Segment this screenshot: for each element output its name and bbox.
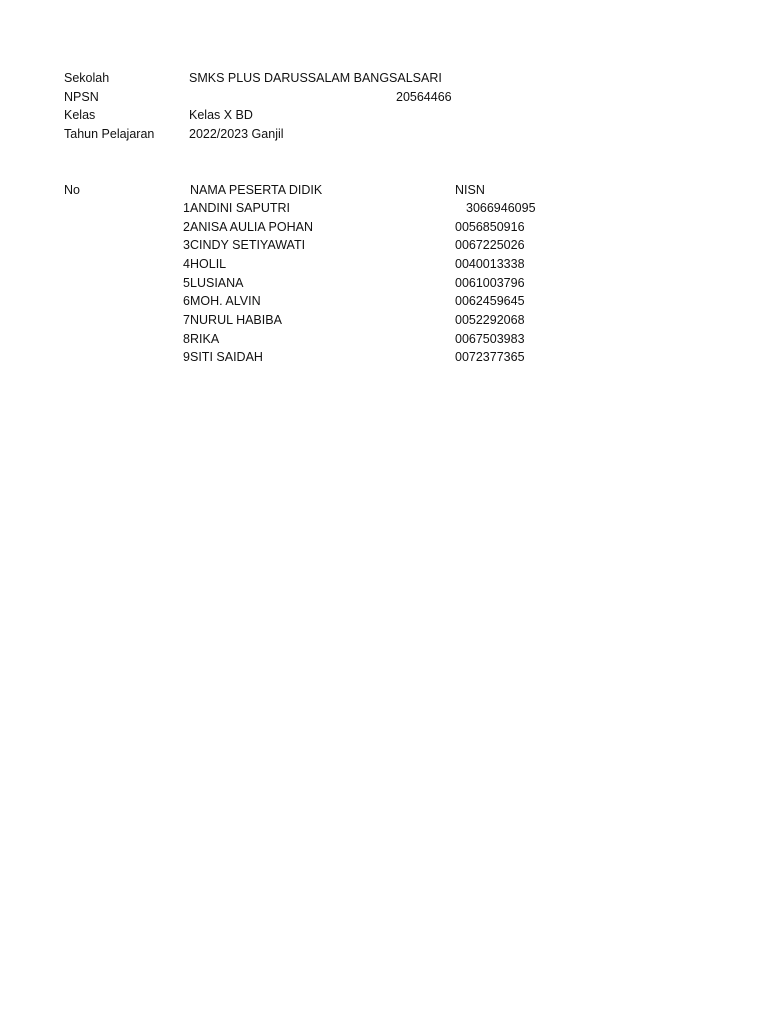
tahun-pelajaran-label: Tahun Pelajaran	[64, 127, 155, 141]
student-nisn: 0072377365	[455, 350, 525, 364]
student-name: CINDY SETIYAWATI	[190, 238, 306, 252]
column-header-no: No	[64, 183, 80, 197]
student-nisn: 0056850916	[455, 220, 525, 234]
row-number: 8	[183, 332, 190, 346]
sekolah-value: SMKS PLUS DARUSSALAM BANGSALSARI	[189, 71, 442, 85]
student-name: RIKA	[190, 332, 220, 346]
student-nisn: 0067225026	[455, 238, 525, 252]
column-header-name: NAMA PESERTA DIDIK	[190, 183, 323, 197]
student-name: SITI SAIDAH	[190, 350, 263, 364]
student-nisn: 0067503983	[455, 332, 525, 346]
student-name: ANDINI SAPUTRI	[190, 201, 291, 215]
npsn-value: 20564466	[396, 90, 452, 104]
student-nisn: 0061003796	[455, 276, 525, 290]
tahun-pelajaran-value: 2022/2023 Ganjil	[189, 127, 284, 141]
student-nisn: 3066946095	[466, 201, 536, 215]
sekolah-label: Sekolah	[64, 71, 110, 85]
row-number: 1	[183, 201, 190, 215]
student-name: HOLIL	[190, 257, 227, 271]
student-name: LUSIANA	[190, 276, 244, 290]
npsn-label: NPSN	[64, 90, 99, 104]
row-number: 9	[183, 350, 190, 364]
row-number: 6	[183, 294, 190, 308]
row-number: 5	[183, 276, 190, 290]
student-name: ANISA AULIA POHAN	[190, 220, 313, 234]
student-nisn: 0040013338	[455, 257, 525, 271]
student-nisn: 0052292068	[455, 313, 525, 327]
kelas-label: Kelas	[64, 108, 96, 122]
student-name: MOH. ALVIN	[190, 294, 261, 308]
column-header-nisn: NISN	[455, 183, 485, 197]
kelas-value: Kelas X BD	[189, 108, 253, 122]
row-number: 7	[183, 313, 190, 327]
row-number: 2	[183, 220, 190, 234]
row-number: 3	[183, 238, 190, 252]
student-name: NURUL HABIBA	[190, 313, 282, 327]
student-nisn: 0062459645	[455, 294, 525, 308]
row-number: 4	[183, 257, 190, 271]
